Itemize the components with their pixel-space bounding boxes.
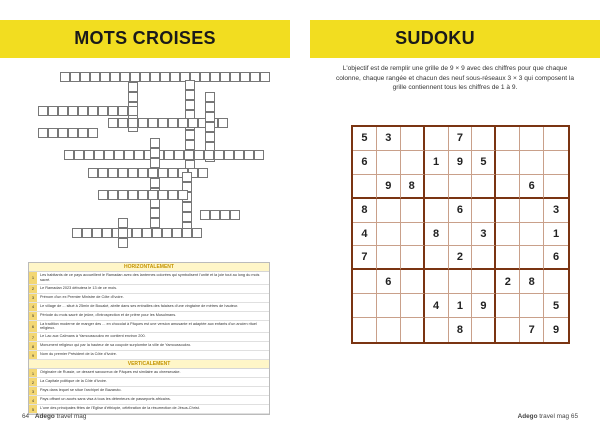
crossword-cell — [94, 150, 104, 160]
sudoku-cell — [544, 175, 568, 199]
sudoku-cell: 6 — [353, 151, 377, 175]
sudoku-cell: 3 — [472, 223, 496, 247]
definition-row — [29, 312, 269, 321]
sudoku-cell — [401, 151, 425, 175]
crossword-cell — [118, 190, 128, 200]
definition-row — [29, 321, 269, 333]
crossword-cell — [194, 150, 204, 160]
sudoku-cell: 2 — [449, 246, 473, 270]
definition-number: 2 — [29, 378, 37, 386]
definition-number: 9 — [29, 351, 37, 359]
sudoku-cell: 6 — [449, 199, 473, 223]
crossword-cell — [48, 128, 58, 138]
crossword-cell — [234, 150, 244, 160]
sudoku-cell — [425, 270, 449, 294]
crossword-cell — [92, 228, 102, 238]
crossword-cell — [162, 228, 172, 238]
crossword-cell — [170, 72, 180, 82]
sudoku-cell: 3 — [544, 199, 568, 223]
sudoku-cell — [496, 175, 520, 199]
definition-number: 3 — [29, 294, 37, 302]
crossword-cell — [158, 190, 168, 200]
sudoku-cell — [496, 246, 520, 270]
crossword-cell — [160, 72, 170, 82]
definition-row — [29, 294, 269, 303]
crossword-cell — [124, 150, 134, 160]
sudoku-cell: 1 — [449, 294, 473, 318]
sudoku-cell — [449, 270, 473, 294]
crossword-cell — [78, 128, 88, 138]
crossword-cell — [102, 228, 112, 238]
crossword-cell — [210, 72, 220, 82]
crossword-cell — [168, 190, 178, 200]
definition-number: 1 — [29, 369, 37, 377]
definition-text: Nom du premier Président de la Côte d'Ivoire. — [40, 352, 117, 357]
sudoku-cell: 6 — [377, 270, 401, 294]
sudoku-cell — [353, 294, 377, 318]
crossword-cell — [178, 190, 188, 200]
crossword-cell — [218, 118, 228, 128]
sudoku-cell — [401, 318, 425, 342]
sudoku-cell — [353, 175, 377, 199]
sudoku-instructions: L'objectif est de remplir une grille de 9 × 9 avec des chiffres pour que chaque colonne, chaque rangée et chacun des neuf sous-réseaux 3 × 3 qui composent la grille contiennent tous les chiffres de 1 à 9. — [335, 65, 575, 92]
right-footer-mag: travel mag — [539, 413, 570, 420]
sudoku-cell — [425, 175, 449, 199]
sudoku-title: SUDOKU — [395, 28, 475, 48]
sudoku-cell — [425, 318, 449, 342]
crossword-cell — [84, 150, 94, 160]
crossword-cell — [182, 228, 192, 238]
sudoku-cell: 7 — [449, 127, 473, 151]
crossword-cell — [168, 118, 178, 128]
sudoku-cell: 8 — [401, 175, 425, 199]
sudoku-cell — [496, 127, 520, 151]
sudoku-cell — [401, 127, 425, 151]
sudoku-cell — [377, 294, 401, 318]
definition-text: Le village de ... situé à 25min de Bouaké, abrite dans ses entrailles des falaises d'une vingtaine de mètres de hauteur. — [40, 303, 239, 308]
crossword-cell — [205, 132, 215, 142]
crossword-cell — [178, 118, 188, 128]
crossword-cell — [58, 128, 68, 138]
sudoku-cell — [520, 246, 544, 270]
crossword-cell — [58, 106, 68, 116]
crossword-cell — [108, 190, 118, 200]
crossword-cell — [38, 106, 48, 116]
definition-row — [29, 387, 269, 396]
crossword-cell — [128, 168, 138, 178]
definition-row — [29, 285, 269, 294]
sudoku-cell — [472, 270, 496, 294]
definition-number: 5 — [29, 312, 37, 320]
definition-text: La Capitale politique de la Côte d'Ivoire. — [40, 379, 108, 384]
definition-number: 4 — [29, 303, 37, 311]
crossword-cell — [108, 118, 118, 128]
crossword-cell — [220, 72, 230, 82]
sudoku-cell: 5 — [472, 151, 496, 175]
sudoku-cell — [496, 318, 520, 342]
crossword-definitions-table — [28, 262, 270, 415]
definition-number: 1 — [29, 272, 37, 283]
crossword-cell — [130, 72, 140, 82]
sudoku-cell: 7 — [520, 318, 544, 342]
crossword-cell — [182, 202, 192, 212]
definition-row — [29, 303, 269, 312]
sudoku-cell: 7 — [353, 246, 377, 270]
crossword-cell — [188, 118, 198, 128]
sudoku-cell: 1 — [425, 151, 449, 175]
definition-number: 2 — [29, 285, 37, 293]
left-footer — [22, 413, 86, 420]
sudoku-cell — [544, 270, 568, 294]
sudoku-cell — [449, 175, 473, 199]
sudoku-cell — [401, 223, 425, 247]
definition-text: Pays dans lequel se situe l'archipel de Bazaruto. — [40, 388, 122, 393]
crossword-cell — [172, 228, 182, 238]
sudoku-cell — [377, 223, 401, 247]
crossword-cell — [128, 190, 138, 200]
sudoku-cell — [425, 199, 449, 223]
sudoku-cell: 4 — [353, 223, 377, 247]
crossword-cell — [78, 106, 88, 116]
definition-text: Période du mois sacré de jeûne, d'introspection et de prière pour les Musulmans. — [40, 312, 177, 317]
sudoku-cell — [520, 151, 544, 175]
crossword-cell — [158, 168, 168, 178]
crossword-cell — [138, 118, 148, 128]
crossword-cell — [100, 72, 110, 82]
crossword-cell — [60, 72, 70, 82]
crossword-cell — [174, 150, 184, 160]
crossword-cell — [250, 72, 260, 82]
definition-text: L'une des principales fêtes de l'Eglise d'éthiopie, célébration de la résurrection de Jésus-Christ. — [40, 406, 200, 411]
right-footer — [514, 413, 578, 420]
crossword-cell — [185, 90, 195, 100]
crossword-cell — [90, 72, 100, 82]
crossword-cell — [118, 238, 128, 248]
sudoku-cell — [472, 318, 496, 342]
crossword-cell — [70, 72, 80, 82]
crossword-cell — [140, 72, 150, 82]
sudoku-cell: 6 — [520, 175, 544, 199]
sudoku-cell: 8 — [353, 199, 377, 223]
sudoku-cell — [377, 199, 401, 223]
crossword-cell — [64, 150, 74, 160]
crossword-cell — [192, 228, 202, 238]
sudoku-cell: 9 — [552, 324, 560, 337]
sudoku-cell — [449, 223, 473, 247]
crossword-cell — [205, 102, 215, 112]
crossword-cell — [254, 150, 264, 160]
definitions-section-title: VERTICALEMENT — [29, 360, 269, 369]
definition-row — [29, 378, 269, 387]
crossword-cell — [118, 106, 128, 116]
crossword-cell — [98, 190, 108, 200]
sudoku-cell — [544, 127, 568, 151]
crossword-cell — [88, 106, 98, 116]
crossword-cell — [118, 228, 128, 238]
sudoku-cell: 4 — [425, 294, 449, 318]
sudoku-cell — [377, 318, 401, 342]
left-footer-mag: travel mag — [56, 413, 87, 420]
crossword-cell — [48, 106, 58, 116]
sudoku-cell — [520, 199, 544, 223]
definition-number: 4 — [29, 396, 37, 404]
crossword-cell — [240, 72, 250, 82]
crossword-cell — [184, 150, 194, 160]
sudoku-cell — [472, 246, 496, 270]
sudoku-cell: 9 — [377, 175, 401, 199]
sudoku-cell: 8 — [425, 223, 449, 247]
crossword-cell — [128, 106, 138, 116]
crossword-cell — [128, 92, 138, 102]
crossword-cell — [108, 106, 118, 116]
left-page-number: 64 — [22, 413, 30, 420]
crossword-cell — [158, 118, 168, 128]
crossword-cell — [224, 150, 234, 160]
crossword-cell — [230, 210, 240, 220]
definition-number: 8 — [29, 342, 37, 350]
definition-number: 3 — [29, 387, 37, 395]
crossword-cell — [152, 228, 162, 238]
crossword-cell — [98, 106, 108, 116]
crossword-cell — [150, 218, 160, 228]
crossword-cell — [150, 178, 160, 188]
sudoku-cell: 9 — [449, 151, 473, 175]
definition-row — [29, 342, 269, 351]
crossword-cell — [185, 140, 195, 150]
sudoku-cell — [544, 151, 568, 175]
crossword-cell — [72, 228, 82, 238]
definition-number: 6 — [29, 321, 37, 332]
right-footer-brand: Adego — [517, 413, 538, 420]
definition-row — [29, 272, 269, 284]
sudoku-cell — [377, 151, 401, 175]
sudoku-cell — [401, 270, 425, 294]
crossword-cell — [150, 148, 160, 158]
sudoku-cell — [377, 246, 401, 270]
crossword-cell — [110, 72, 120, 82]
crossword-cell — [132, 228, 142, 238]
crossword-cell — [80, 72, 90, 82]
crossword-cell — [150, 158, 160, 168]
sudoku-cell — [425, 127, 449, 151]
definition-row — [29, 369, 269, 378]
crossword-cell — [114, 150, 124, 160]
sudoku-cell — [496, 294, 520, 318]
crossword-cell — [134, 150, 144, 160]
crossword-cell — [150, 138, 160, 148]
crossword-cell — [220, 210, 230, 220]
sudoku-cell — [520, 294, 544, 318]
sudoku-cell — [496, 151, 520, 175]
definition-row — [29, 351, 269, 360]
crossword-cell — [148, 168, 158, 178]
definition-row — [29, 333, 269, 342]
crossword-cell — [204, 150, 214, 160]
crossword-cell — [108, 168, 118, 178]
sudoku-cell: 5 — [353, 127, 377, 151]
crossword-cell — [148, 118, 158, 128]
sudoku-cell: 5 — [544, 294, 568, 318]
definition-text: Monument religieux qui par la hauteur de sa coupole surplombe la ville de Yamoussoukro. — [40, 343, 192, 348]
definitions-section-title: HORIZONTALEMENT — [29, 263, 269, 272]
definition-text: Les habitants de ce pays accueillent le Ramadan avec des lanternes colorées qui symbolisent l'unité et la joie tout au long du mois sacré. — [40, 273, 260, 282]
crossword-cell — [138, 168, 148, 178]
definition-text: Le Ramadan 2023 débutera le 13 de ce mois. — [40, 285, 118, 290]
crossword-cell — [182, 212, 192, 222]
sudoku-cell — [401, 199, 425, 223]
sudoku-grid — [351, 125, 570, 344]
definition-row — [29, 396, 269, 405]
crossword-cell — [38, 128, 48, 138]
crossword-cell — [104, 150, 114, 160]
crossword-cell — [182, 172, 192, 182]
definition-text: Pays offrant un accès sans visa à tous les détenteurs de passeports africains. — [40, 397, 171, 402]
crossword-cell — [118, 218, 128, 228]
sudoku-cell — [425, 246, 449, 270]
crossword-cell — [200, 210, 210, 220]
crossword-cell — [168, 168, 178, 178]
crossword-cell — [185, 130, 195, 140]
sudoku-cell — [496, 223, 520, 247]
definition-number: 7 — [29, 333, 37, 341]
crossword-cell — [230, 72, 240, 82]
sudoku-cell — [520, 223, 544, 247]
crossword-cell — [68, 128, 78, 138]
crossword-cell — [68, 106, 78, 116]
crossword-cell — [150, 72, 160, 82]
sudoku-banner — [310, 20, 600, 58]
sudoku-cell: 3 — [377, 127, 401, 151]
crossword-cell — [128, 118, 138, 128]
sudoku-cell — [520, 127, 544, 151]
crossword-cell — [118, 118, 128, 128]
crossword-cell — [118, 168, 128, 178]
crossword-cell — [148, 190, 158, 200]
crossword-cell — [120, 72, 130, 82]
crossword-cell — [260, 72, 270, 82]
sudoku-cell — [496, 199, 520, 223]
crossword-cell — [205, 92, 215, 102]
sudoku-cell — [401, 294, 425, 318]
definition-text: Prénom d'un ex Premier Ministre de Côte d'Ivoire. — [40, 294, 124, 299]
crossword-cell — [164, 150, 174, 160]
right-page-number: 65 — [570, 413, 578, 420]
crossword-cell — [138, 190, 148, 200]
crossword-cell — [200, 72, 210, 82]
sudoku-cell — [472, 127, 496, 151]
sudoku-cell — [353, 318, 377, 342]
definition-number: 5 — [29, 405, 37, 413]
crossword-cell — [205, 122, 215, 132]
crossword-cell — [210, 210, 220, 220]
crossword-cell — [214, 150, 224, 160]
crossword-cell — [88, 128, 98, 138]
crossword-cell — [82, 228, 92, 238]
sudoku-cell: 1 — [544, 223, 568, 247]
crossword-cell — [185, 80, 195, 90]
sudoku-cell: 9 — [472, 294, 496, 318]
crossword-cell — [150, 208, 160, 218]
sudoku-cell: 8 — [449, 318, 473, 342]
crossword-cell — [98, 168, 108, 178]
crossword-cell — [128, 82, 138, 92]
crossword-cell — [88, 168, 98, 178]
crossword-cell — [198, 168, 208, 178]
crossword-cell — [142, 228, 152, 238]
definition-text: Le Lac aux Caïmans à Yamoussoukro en contient environ 200. — [40, 334, 146, 339]
crossword-cell — [244, 150, 254, 160]
crossword-cell — [74, 150, 84, 160]
sudoku-cell — [353, 270, 377, 294]
crossword-cell — [185, 100, 195, 110]
sudoku-cell — [472, 199, 496, 223]
sudoku-cell — [401, 246, 425, 270]
crossword-cell — [205, 112, 215, 122]
definition-text: La tradition moderne de manger des ... en chocolat à Pâques est une version amusante et adaptée aux enfants d'un ancien rituel religieux. — [40, 321, 257, 331]
definition-text: Originaire de Russie, ce dessert savoureux de Pâques est similaire au cheesecake. — [40, 370, 181, 375]
sudoku-cell — [472, 175, 496, 199]
sudoku-cell: 8 — [520, 270, 544, 294]
crossword-title: MOTS CROISES — [74, 28, 216, 48]
sudoku-cell: 6 — [544, 246, 568, 270]
sudoku-cell: 2 — [496, 270, 520, 294]
left-footer-brand: Adego — [34, 413, 55, 420]
